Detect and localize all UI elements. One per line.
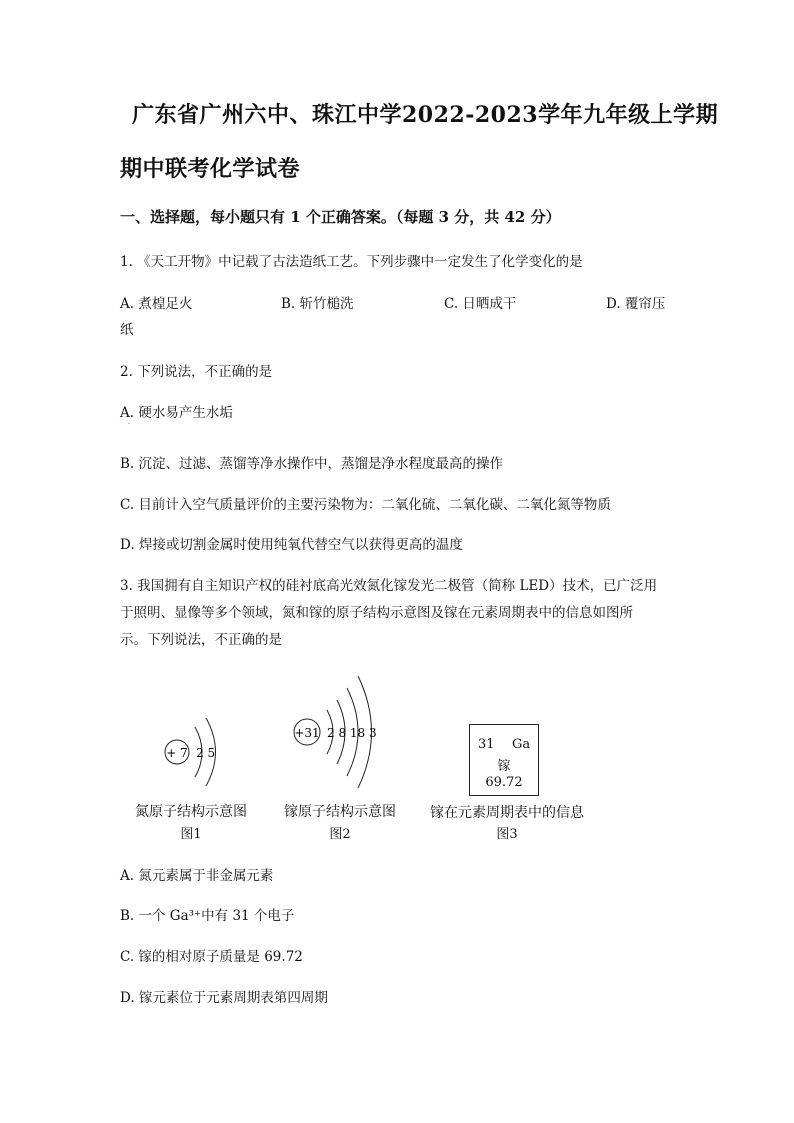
- q2-option-d: D. 焊接或切割金属时使用纯氧代替空气以获得更高的温度: [120, 537, 463, 553]
- nitrogen-nucleus-label: + 7: [166, 746, 188, 760]
- exam-title-line1: 广东省广州六中、珠江中学2022-2023学年九年级上学期: [132, 102, 719, 128]
- question-2-stem: 2. 下列说法，不正确的是: [120, 364, 273, 380]
- atomic-mass: 69.72: [485, 775, 523, 790]
- nitrogen-shell-electrons: 2 5: [196, 746, 216, 760]
- q2-option-b: B. 沉淀、过滤、蒸馏等净水操作中，蒸馏是净水程度最高的操作: [120, 456, 504, 472]
- question-3-stem-line2: 于照明、显像等多个领域，氮和镓的原子结构示意图及镓在元素周期表中的信息如图所: [120, 605, 633, 621]
- q1-option-d: D. 覆帘压: [606, 296, 666, 312]
- fig3-label: 图3: [496, 827, 518, 842]
- element-name: 镓: [497, 759, 511, 774]
- gallium-nucleus-label: +31: [294, 726, 320, 740]
- nitrogen-atom-diagram: [155, 705, 235, 795]
- q3-option-b: B. 一个 Ga³⁺中有 31 个电子: [120, 908, 295, 924]
- q2-option-c: C. 目前计入空气质量评价的主要污染物为：二氧化硫、二氧化碳、二氧化氮等物质: [120, 497, 611, 513]
- section-heading: 一、选择题，每小题只有 1 个正确答案。（每题 3 分，共 42 分）: [120, 208, 561, 226]
- exam-title-line2: 期中联考化学试卷: [120, 156, 301, 182]
- q3-option-a: A. 氮元素属于非金属元素: [120, 868, 274, 884]
- q1-option-c: C. 日晒成干: [444, 296, 517, 312]
- q1-option-d-wrap: 纸: [120, 322, 134, 338]
- question-1-stem: 1. 《天工开物》中记载了古法造纸工艺。下列步骤中一定发生了化学变化的是: [120, 254, 583, 270]
- gallium-shell-electrons: 2 8 18 3: [327, 726, 377, 740]
- fig1-caption: 氮原子结构示意图: [135, 804, 247, 820]
- q3-option-c: C. 镓的相对原子质量是 69.72: [120, 949, 303, 965]
- fig3-caption: 镓在元素周期表中的信息: [430, 805, 584, 821]
- q1-option-b: B. 斩竹槌洗: [281, 296, 354, 312]
- q1-option-a: A. 煮楻足火: [120, 296, 193, 312]
- atomic-number: 31: [478, 737, 495, 752]
- q2-option-a: A. 硬水易产生水垢: [120, 405, 233, 421]
- question-3-stem-line1: 3. 我国拥有自主知识产权的硅衬底高光效氮化镓发光二极管（简称 LED）技术，已广泛用: [120, 578, 658, 594]
- stray-dot: ·: [128, 421, 130, 428]
- periodic-table-cell: [469, 724, 539, 796]
- question-3-stem-line3: 示。下列说法，不正确的是: [120, 632, 282, 648]
- q3-option-d: D. 镓元素位于元素周期表第四周期: [120, 990, 328, 1006]
- fig2-label: 图2: [329, 827, 351, 842]
- element-symbol: Ga: [512, 737, 531, 752]
- fig2-caption: 镓原子结构示意图: [284, 804, 396, 820]
- fig1-label: 图1: [180, 827, 202, 842]
- gallium-atom-diagram: [285, 670, 395, 790]
